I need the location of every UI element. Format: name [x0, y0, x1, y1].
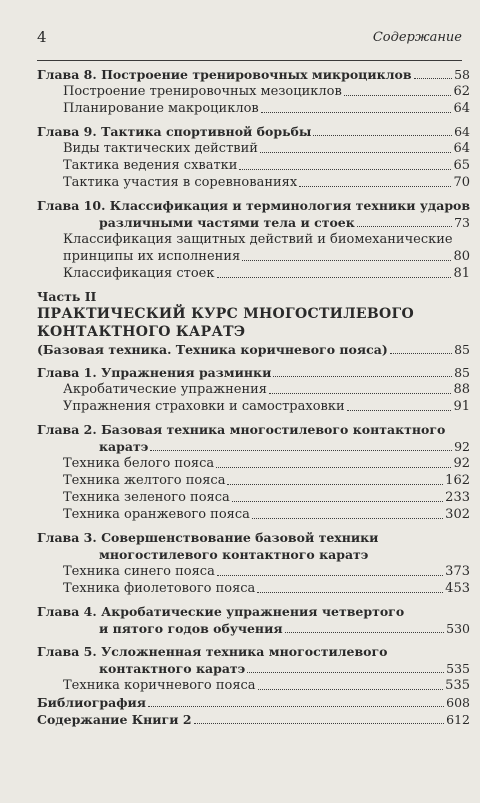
page-ref: 64 — [453, 101, 470, 116]
page-ref: 73 — [454, 215, 470, 230]
leader-dots — [239, 169, 451, 170]
page-ref: 608 — [446, 695, 470, 710]
leader-dots — [216, 467, 451, 468]
page-ref: 64 — [454, 124, 470, 139]
page-ref: 62 — [453, 84, 470, 99]
leader-dots — [390, 353, 452, 354]
toc-entry-chapter-3[interactable]: Глава 3. Совершенствование базовой техники многостилевого контактного каратэ — [37, 530, 379, 562]
page-ref: 233 — [445, 490, 470, 505]
page-ref: 85 — [454, 342, 470, 357]
running-title: Содержание — [372, 30, 462, 45]
toc-entry-mesocycles[interactable]: Построение тренировочных мезоциклов 62 — [63, 84, 470, 99]
toc-entry-stance-classification[interactable]: Классификация стоек 81 — [63, 266, 470, 281]
toc-entry-purple-belt[interactable]: Техника фиолетового пояса 453 — [63, 581, 470, 596]
page-ref: 453 — [445, 581, 470, 596]
page-ref: 64 — [453, 141, 470, 156]
toc-entry-bout-tactics[interactable]: Тактика ведения схватки 65 — [63, 158, 470, 173]
toc-entry-orange-belt[interactable]: Техника оранжевого пояса 302 — [63, 507, 470, 522]
leader-dots — [227, 484, 443, 485]
toc-entry-blue-belt[interactable]: Техника синего пояса 373 — [63, 564, 470, 579]
leader-dots — [217, 277, 452, 278]
leader-dots — [148, 706, 444, 707]
toc-entry-chapter-4[interactable]: Глава 4. Акробатические упражнения четвертого и пятого годов обучения 530 — [37, 604, 470, 636]
leader-dots — [347, 410, 452, 411]
toc-entry-safety-exercises[interactable]: Упражнения страховки и самостраховки 91 — [63, 399, 470, 414]
page-number: 4 — [37, 28, 47, 46]
leader-dots — [260, 152, 452, 153]
leader-dots — [258, 689, 444, 690]
page-ref: 373 — [445, 564, 470, 579]
toc-entry-book-2-contents[interactable]: Содержание Книги 2 612 — [37, 712, 470, 727]
toc-entry-yellow-belt[interactable]: Техника желтого пояса 162 — [63, 473, 470, 488]
toc-entry-white-belt[interactable]: Техника белого пояса 92 — [63, 456, 470, 471]
leader-dots — [257, 592, 443, 593]
page-ref: 91 — [453, 399, 470, 414]
leader-dots — [273, 376, 452, 377]
toc-entry-green-belt[interactable]: Техника зеленого пояса 233 — [63, 490, 470, 505]
page-ref: 65 — [453, 158, 470, 173]
leader-dots — [261, 112, 452, 113]
toc-entry-chapter-1[interactable]: Глава 1. Упражнения разминки 85 — [37, 365, 470, 380]
toc-entry-tactics-types[interactable]: Виды тактических действий 64 — [63, 141, 470, 156]
page-ref: 70 — [453, 175, 470, 190]
leader-dots — [247, 672, 444, 673]
leader-dots — [252, 518, 443, 519]
toc-entry-brown-belt[interactable]: Техника коричневого пояса 535 — [63, 678, 470, 693]
page-ref: 535 — [446, 661, 470, 676]
page-ref: 85 — [454, 365, 470, 380]
leader-dots — [194, 723, 445, 724]
leader-dots — [232, 501, 443, 502]
page-header — [37, 28, 462, 52]
page-ref: 535 — [445, 678, 470, 693]
table-of-contents — [37, 66, 470, 728]
page-ref: 80 — [453, 249, 470, 264]
leader-dots — [242, 260, 451, 261]
page-ref: 162 — [445, 473, 470, 488]
page-ref: 81 — [453, 266, 470, 281]
toc-entry-acrobatics[interactable]: Акробатические упражнения 88 — [63, 382, 470, 397]
toc-entry-chapter-9[interactable]: Глава 9. Тактика спортивной борьбы 64 — [37, 124, 470, 139]
leader-dots — [269, 393, 451, 394]
toc-entry-defense-classification[interactable]: Классификация защитных действий и биомеханические принципы их исполнения 80 — [63, 232, 470, 264]
leader-dots — [217, 575, 443, 576]
page-ref: 612 — [446, 712, 470, 727]
leader-dots — [357, 226, 452, 227]
toc-entry-chapter-5[interactable]: Глава 5. Усложненная техника многостилевого контактного каратэ 535 — [37, 644, 470, 676]
header-rule — [37, 60, 462, 61]
toc-entry-chapter-8[interactable]: Глава 8. Построение тренировочных микроциклов 58 — [37, 67, 470, 82]
toc-entry-bibliography[interactable]: Библиография 608 — [37, 695, 470, 710]
leader-dots — [299, 186, 451, 187]
leader-dots — [285, 632, 445, 633]
toc-entry-chapter-2[interactable]: Глава 2. Базовая техника многостилевого контактного каратэ 92 — [37, 422, 470, 454]
page-ref: 92 — [453, 456, 470, 471]
page-ref: 92 — [454, 439, 470, 454]
leader-dots — [414, 78, 453, 79]
toc-entry-macrocycles[interactable]: Планирование макроциклов 64 — [63, 101, 470, 116]
leader-dots — [150, 450, 452, 451]
toc-entry-chapter-10[interactable]: Глава 10. Классификация и терминология техники ударов различными частями тела и стоек 73 — [37, 198, 471, 230]
leader-dots — [344, 95, 452, 96]
page-ref: 88 — [453, 382, 470, 397]
page-ref: 302 — [445, 507, 470, 522]
toc-entry-competition-tactics[interactable]: Тактика участия в соревнованиях 70 — [63, 175, 470, 190]
page-ref: 58 — [454, 67, 470, 82]
page-ref: 530 — [446, 621, 470, 636]
toc-entry-part-2[interactable]: Часть II ПРАКТИЧЕСКИЙ КУРС МНОГОСТИЛЕВОГО КОНТАКТНОГО КАРАТЭ (Базовая техника. Техника коричневого пояса) 85 — [37, 289, 470, 357]
leader-dots — [313, 135, 452, 136]
